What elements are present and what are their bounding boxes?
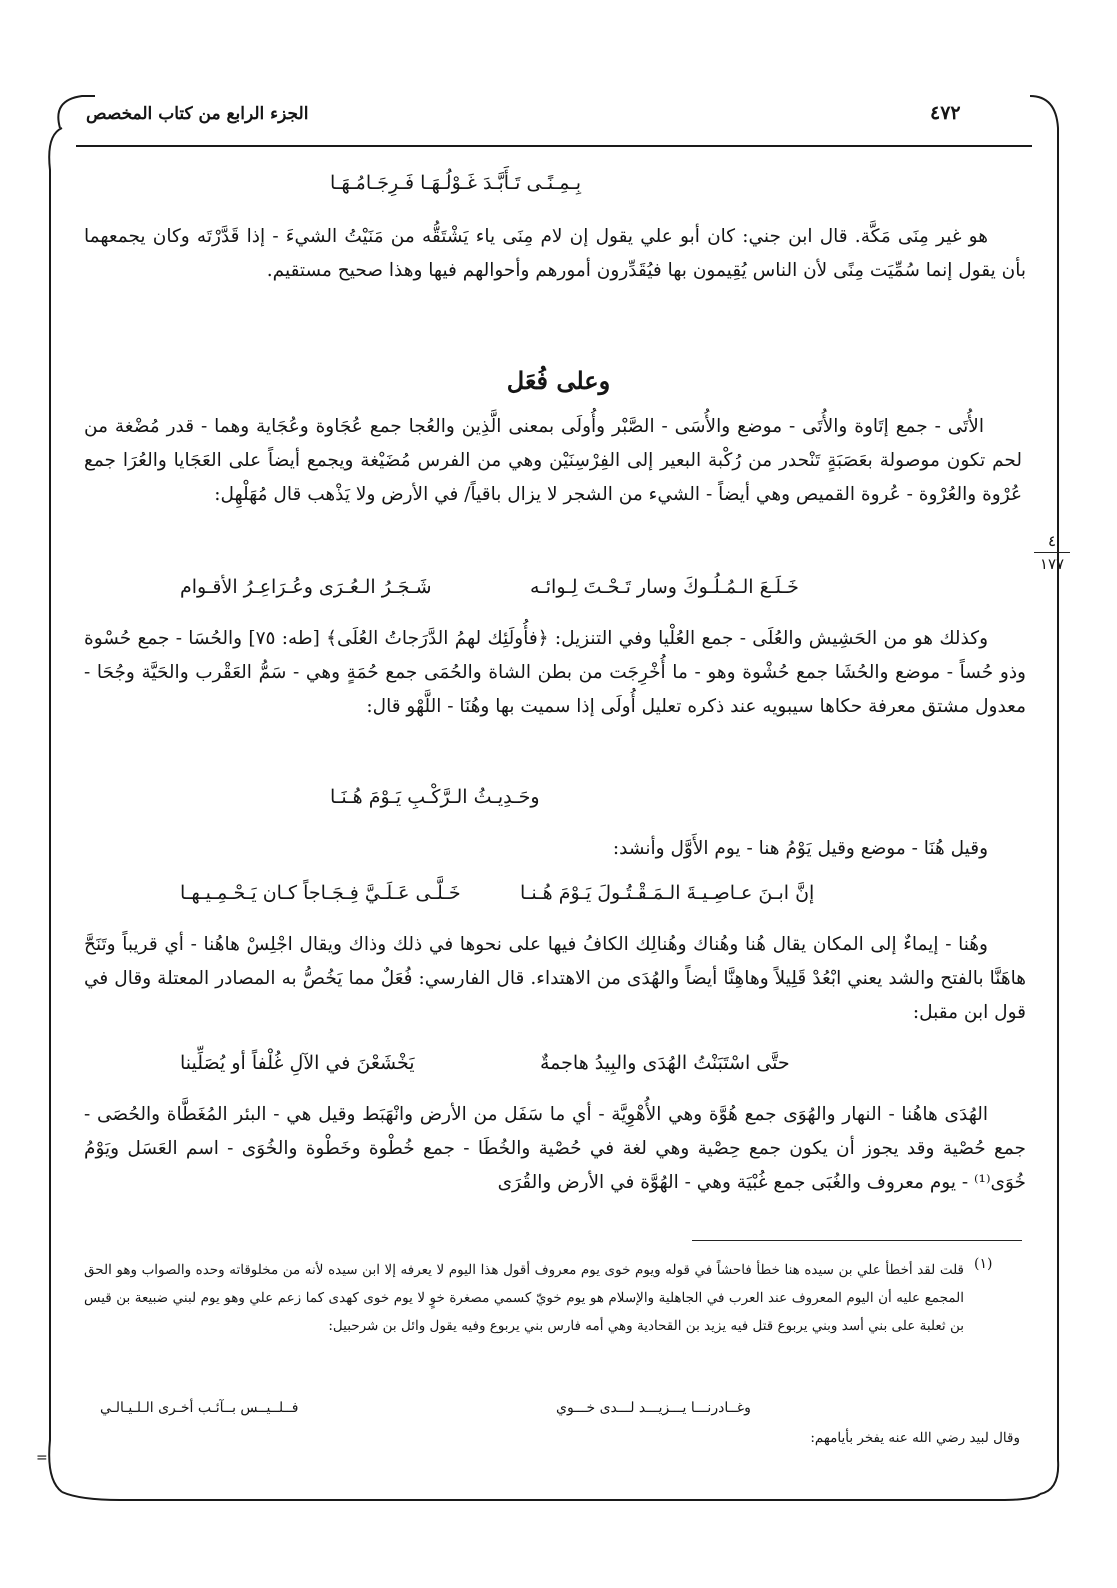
paragraph-5-block (84, 928, 1026, 1030)
paragraph-1-block (84, 220, 1026, 288)
paragraph-6: الهُدَى هاهُنا - النهار والهُوَى جمع هُوَّة وهي الأُهْوِيَّة - أي ما سَفَل من الأرض وانْهَبَط وقيل هي - البئر المُغَطَّاة والحُصَى - جمع حُصْية وقد يجوز أن يكون جمع حِصْية وهي لغة في حُصْية والخُطَا - جمع خُطْوة وخَطْوة والخُوَى - اسم العَسَل ويَوْمُ خُوَى⁽¹⁾ - يوم معروف والغُبَى جمع غُبْيَة وهي - الهُوَّة في الأرض والقُرَى (84, 1104, 1026, 1193)
verse-1: بِـمِـنًـى تَـأَبَّـدَ غَـوْلُـهَـا فَـرِجَـامُـهَـا (330, 172, 582, 194)
edge-mark: = (36, 1450, 48, 1466)
frame-bottom-line (62, 1492, 1040, 1500)
paragraph-5: وهُنا - إيماءٌ إلى المكان يقال هُنا وهُناك وهُنالِك الكافُ فيها على نحوها في ذلك وذاك ويقال اجْلِسْ هاهُنا - أي قريباً وتَنَحَّ هاهَنَّا بالفتح والشد يعني ابْعُدْ قَلِيلاً وهاهِنَّا أيضاً والهُدَى من الاهتداء. قال الفارسي: فُعَلٌ مما يَخُصُّ به المصادر المعتلة وقال في قول ابن مقبل: (84, 934, 1026, 1023)
margin-marker-bar (1034, 552, 1070, 553)
footnote-rule (692, 1240, 1022, 1241)
footnote-verse-left: فــلــيــس بــآئـب أخـرى الـلـيـالـي (100, 1400, 299, 1416)
paragraph-2-block (84, 410, 1022, 512)
paragraph-4: وقيل هُنَا - موضع وقيل يَوْمُ هنا - يوم الأَوَّل وأنشد: (612, 838, 988, 859)
frame-right-bracket (1030, 96, 1058, 1494)
paragraph-3-block (84, 622, 1026, 724)
running-header-title: الجزء الرابع من كتاب المخصص (86, 104, 309, 124)
verse-4-left: خَـلَّـى عَـلَـيَّ فِـجَـاجاً كـان يَـحْـمِـيـهـا (180, 882, 461, 904)
frame-left-bracket (49, 128, 62, 1492)
paragraph-6-block (84, 1098, 1026, 1200)
verse-2-right: خَـلَـعَ الـمُـلُـوكَ وسار تَـحْـتَ لِـوائـه (530, 576, 799, 598)
section-title: وعلى فُعَل (506, 366, 611, 395)
footnote-text: قلت لقد أخطأ علي بن سيده هنا خطأ فاحشاً في قوله ويوم خوى يوم معروف أقول هذا اليوم لا يعرفه إلا ابن سيده لأنه من مخلوقاته وحده والصواب وهو الحق المجمع عليه أن اليوم المعروف عند العرب في الجاهلية والإسلام هو يوم خويّ كسمي مصغرة خوٍ لا يوم خوى كهدى كما زعم علي وهو يوم لبني ضبيعة بن قيس بن ثعلبة على بني أسد وبني يربوع قتل فيه يزيد بن القحادية وهي أمه فارس بني يربوع وفيه يقول وائل بن شرحبيل: (84, 1262, 964, 1334)
margin-marker-top: ٤ (1047, 532, 1057, 550)
verse-5-left: يَخْشَعْنَ في الآلِ غُلْفاً أو يُصَلِّينا (180, 1052, 415, 1074)
verse-5-right: حتَّى اسْتَبَنْتُ الهُدَى والبِيدُ هاجمةٌ (540, 1052, 790, 1074)
paragraph-1: هو غير مِنَى مَكَّة. قال ابن جني: كان أبو علي يقول إن لام مِنَى ياء يَشْتَقُّه من مَنَيْتُ الشيءَ - إذا قَدَّرْتَه وكان يجمعهما بأن يقول إنما سُمِّيَت مِنًى لأن الناس يُقِيمون بها فيُقَدِّرون أمورهم وأحوالهم فيها وهذا صحيح مستقيم. (84, 226, 1026, 281)
paragraph-3: وكذلك هو من الحَشِيش والعُلَى - جمع العُلْيا وفي التنزيل: ﴿فأُولَئِك لهمُ الدَّرَجاتُ العُلَى﴾ [طه: ٧٥] والحُسَا - جمع حُسْوة وذو حُساً - موضع والحُشَا جمع حُشْوة وهو - ما أُخْرِجَت من بطن الشاة والحُمَى جمع حُمَةٍ وهي - سَمُّ العَقْرب والحَيَّة وجُحَا - معدول مشتق معرفة حكاها سيبويه عند ذكره تعليل أُولَى إذا سميت بها وهُنَا - اللَّهْو قال: (84, 628, 1026, 717)
page-number: ٤٧٢ (930, 102, 961, 124)
verse-4-right: إنَّ ابـنَ عـاصِـيـةَ الـمَـقْـتُـولَ يَـوْمَ هُـنـا (520, 882, 815, 904)
footnote-number: (١) (974, 1256, 993, 1272)
margin-page-marker (1030, 532, 1074, 573)
footnote-verse-right: وغــادرنـــا يـــزيـــد لـــدى خـــوي (556, 1400, 751, 1416)
paragraph-4-block (84, 832, 1026, 866)
verse-2-left: شَـجَـرُ الـعُـرَى وعُـرَاعِـرُ الأقـوام (180, 576, 432, 598)
paragraph-2: الأُتَى - جمع إتَاوة والأُتَى - موضع والأُسَى - الصَّبْر وأُولَى بمعنى الَّذِين والعُجا جمع عُجَاوة وعُجَاية وهما - قدر مُضْغة من لحم تكون موصولة بعَصَبَةٍ تَنْحدر من رُكْبة البعير إلى الفِرْسِنَيْن وهي من الفرس مُضَيْغة ويجمع أيضاً على العَجَايا والعُرَا جمع عُرْوة والعُرْوة - عُروة القميص وهي أيضاً - الشيء من الشجر لا يزال باقياً/ في الأرض ولا يَذْهب قال مُهَلْهِل: (84, 416, 1022, 505)
verse-3: وحَـدِيـثُ الـرَّكْـبِ يَـوْمَ هُـنَـا (330, 786, 540, 808)
footnote-last-line: وقال لبيد رضي الله عنه يفخر بأيامهم: (810, 1430, 1020, 1446)
margin-marker-bottom: ١٧٧ (1039, 555, 1065, 573)
